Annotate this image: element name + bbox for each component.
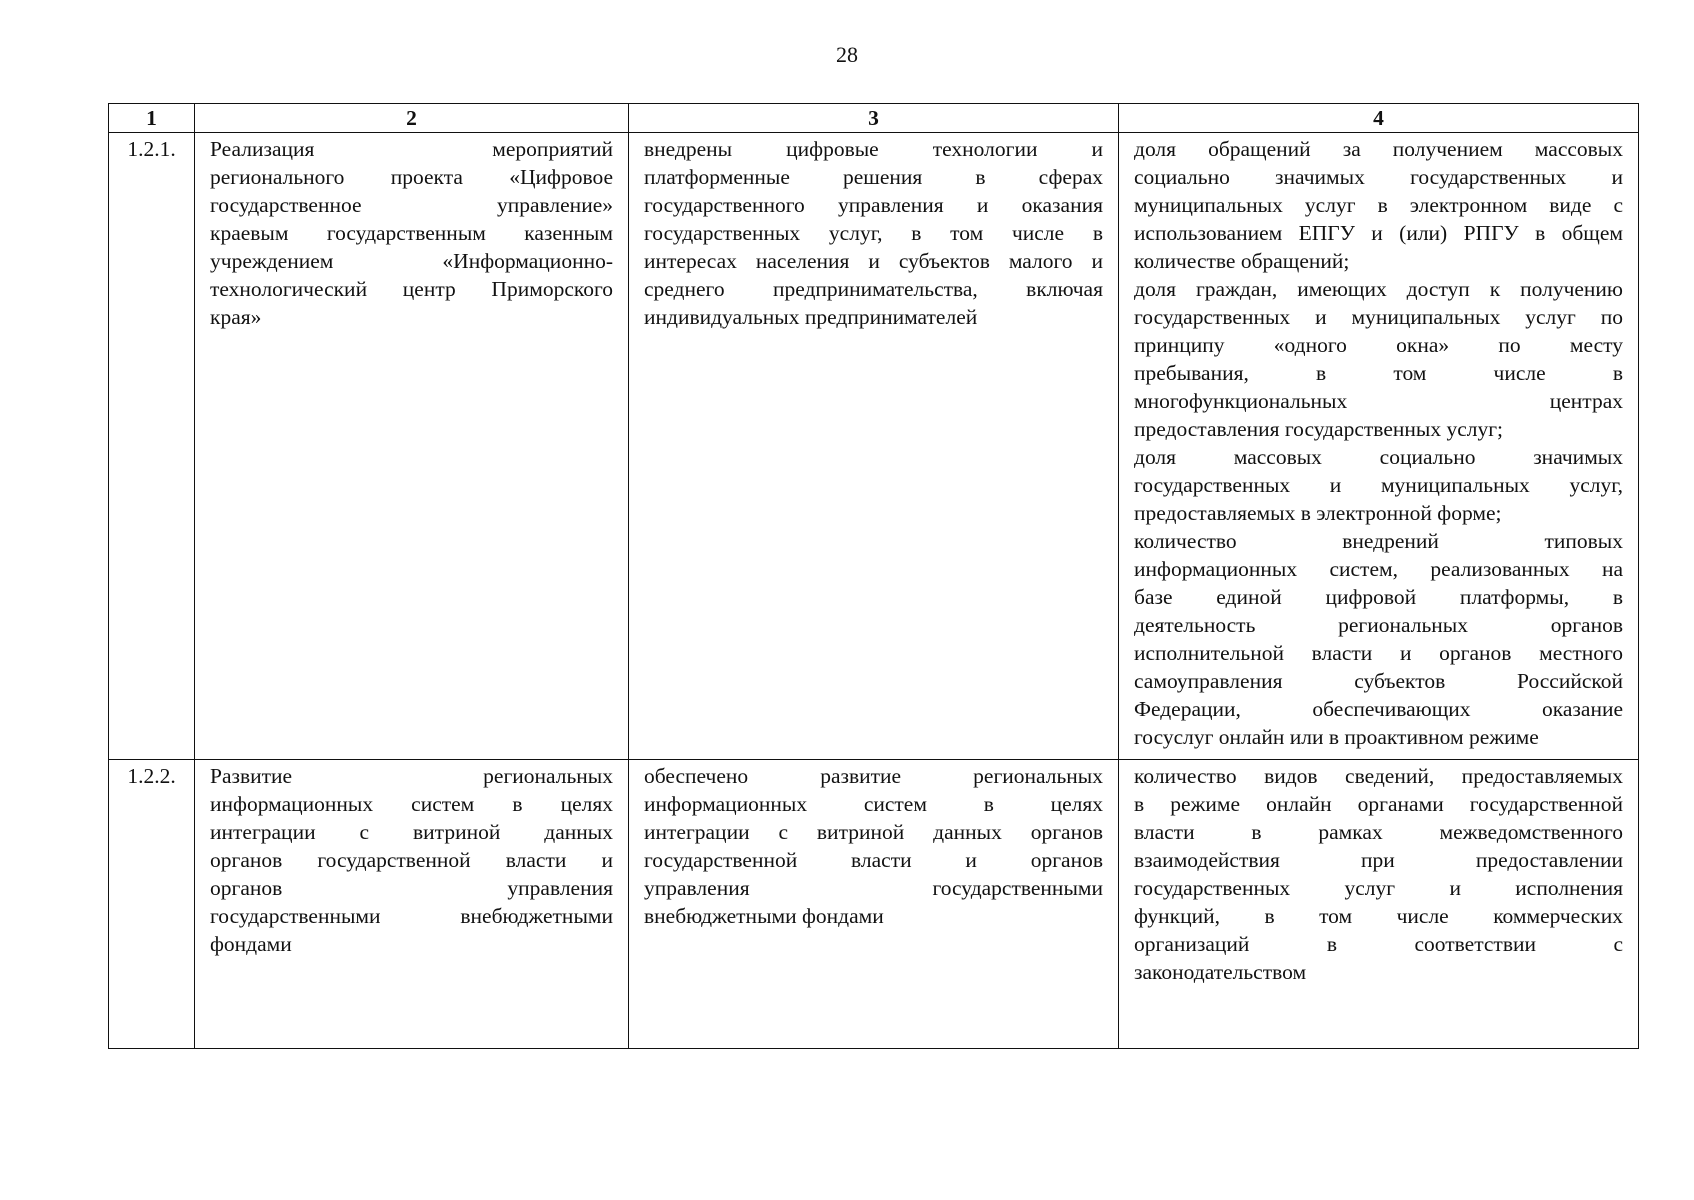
table-header-row [109, 104, 1639, 133]
text-line: края» [210, 305, 262, 329]
text-line: Федерации, обеспечивающих оказание [1134, 697, 1623, 721]
text-line: законодательством [1134, 960, 1307, 984]
text-line: власти в рамках межведомственного [1134, 820, 1623, 844]
text-line: интересах населения и субъектов малого и [644, 249, 1103, 273]
column-header-2: 2 [195, 104, 629, 133]
text-line: социально значимых государственных и [1134, 165, 1623, 189]
text-line: технологический центр Приморского [210, 277, 613, 301]
table-row [109, 760, 1639, 1049]
text-line: среднего предпринимательства, включая [644, 277, 1103, 301]
measure-name-cell [195, 133, 629, 760]
text-line: Реализация мероприятий [210, 137, 613, 161]
text-line: многофункциональных центрах [1134, 389, 1623, 413]
text-line: учреждением «Информационно- [210, 249, 613, 273]
text-line: органов государственной власти и [210, 848, 613, 872]
text-line: регионального проекта «Цифровое [210, 165, 613, 189]
text-line: государственными внебюджетными [210, 904, 613, 928]
text-line: информационных систем в целях [644, 792, 1103, 816]
column-header-4: 4 [1119, 104, 1639, 133]
text-line: государственных и муниципальных услуг по [1134, 305, 1623, 329]
text-line: количестве обращений; [1134, 249, 1350, 273]
text-line: интеграции с витриной данных органов [644, 820, 1103, 844]
text-line: государственных и муниципальных услуг, [1134, 473, 1623, 497]
text-line: базе единой цифровой платформы, в [1134, 585, 1623, 609]
indicator-cell [1119, 760, 1639, 1049]
text-line: в режиме онлайн органами государственной [1134, 792, 1623, 816]
text-line: госуслуг онлайн или в проактивном режиме [1134, 725, 1539, 749]
measures-table [108, 103, 1639, 1049]
text-line: информационных систем, реализованных на [1134, 557, 1623, 581]
text-line: предоставления государственных услуг; [1134, 417, 1504, 441]
text-line: самоуправления субъектов Российской [1134, 669, 1623, 693]
text-line: пребывания, в том числе в [1134, 361, 1623, 385]
text-line: использованием ЕПГУ и (или) РПГУ в общем [1134, 221, 1623, 245]
text-line: доля граждан, имеющих доступ к получению [1134, 277, 1623, 301]
text-line: муниципальных услуг в электронном виде с [1134, 193, 1623, 217]
text-line: информационных систем в целях [210, 792, 613, 816]
text-line: государственного управления и оказания [644, 193, 1103, 217]
text-line: фондами [210, 932, 292, 956]
text-line: внедрены цифровые технологии и [644, 137, 1103, 161]
text-line: управления государственными [644, 876, 1103, 900]
result-cell [629, 760, 1119, 1049]
text-line: доля обращений за получением массовых [1134, 137, 1623, 161]
text-line: интеграции с витриной данных [210, 820, 613, 844]
text-line: исполнительной власти и органов местного [1134, 641, 1623, 665]
indicator-cell [1119, 133, 1639, 760]
result-cell [629, 133, 1119, 760]
text-line: количество видов сведений, предоставляемых [1134, 764, 1623, 788]
text-line: обеспечено развитие региональных [644, 764, 1103, 788]
text-line: органов управления [210, 876, 613, 900]
text-line: внебюджетными фондами [644, 904, 884, 928]
text-line: краевым государственным казенным [210, 221, 613, 245]
text-line: доля массовых социально значимых [1134, 445, 1623, 469]
measure-name-cell [195, 760, 629, 1049]
row-number: 1.2.2. [109, 760, 195, 1049]
text-line: организаций в соответствии с [1134, 932, 1623, 956]
text-line: принципу «одного окна» по месту [1134, 333, 1623, 357]
text-line: функций, в том числе коммерческих [1134, 904, 1623, 928]
page-number: 28 [836, 42, 858, 67]
text-line: государственных услуг, в том числе в [644, 221, 1103, 245]
text-line: государственных услуг и исполнения [1134, 876, 1623, 900]
text-line: государственное управление» [210, 193, 613, 217]
row-number: 1.2.1. [109, 133, 195, 760]
text-line: предоставляемых в электронной форме; [1134, 501, 1502, 525]
column-header-3: 3 [629, 104, 1119, 133]
table-row [109, 133, 1639, 760]
text-line: количество внедрений типовых [1134, 529, 1623, 553]
text-line: Развитие региональных [210, 764, 613, 788]
text-line: деятельность региональных органов [1134, 613, 1623, 637]
text-line: государственной власти и органов [644, 848, 1103, 872]
text-line: платформенные решения в сферах [644, 165, 1103, 189]
text-line: взаимодействия при предоставлении [1134, 848, 1623, 872]
column-header-1: 1 [109, 104, 195, 133]
text-line: индивидуальных предпринимателей [644, 305, 978, 329]
